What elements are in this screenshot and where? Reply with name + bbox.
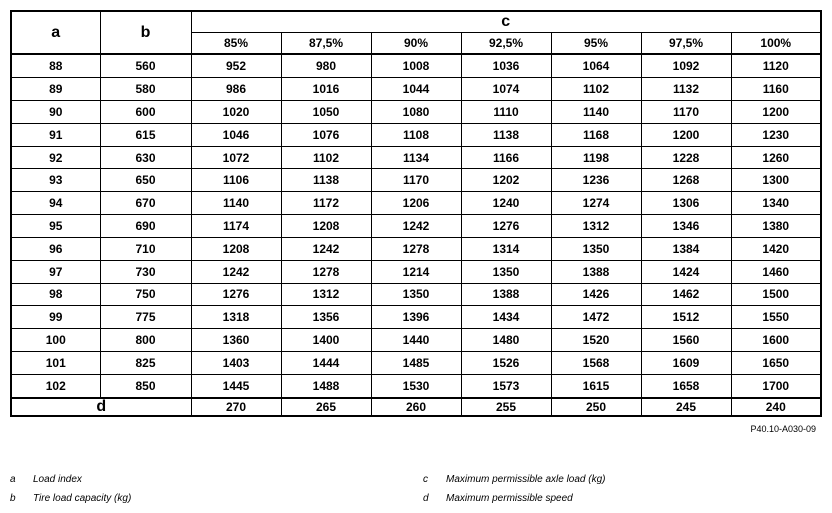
max-speed-cell: 260	[371, 398, 461, 416]
axle-load-cell: 1312	[551, 215, 641, 238]
axle-load-cell: 1064	[551, 54, 641, 78]
axle-load-cell: 1120	[731, 54, 821, 78]
axle-load-cell: 1488	[281, 374, 371, 398]
load-index-cell: 91	[11, 123, 100, 146]
legend-item-a	[10, 474, 390, 488]
axle-load-cell: 1170	[371, 169, 461, 192]
header-a: a	[11, 11, 100, 54]
axle-load-cell: 1530	[371, 374, 461, 398]
percent-header: 87,5%	[281, 33, 371, 55]
axle-load-cell: 1400	[281, 329, 371, 352]
axle-load-cell: 1403	[191, 351, 281, 374]
max-speed-cell: 270	[191, 398, 281, 416]
axle-load-cell: 952	[191, 54, 281, 78]
table-row	[11, 54, 821, 78]
table-row	[11, 123, 821, 146]
axle-load-cell: 1312	[281, 283, 371, 306]
axle-load-cell: 1278	[281, 260, 371, 283]
tire-capacity-cell: 690	[100, 215, 191, 238]
load-index-cell: 94	[11, 192, 100, 215]
legend-key: a	[10, 474, 16, 485]
axle-load-cell: 1242	[371, 215, 461, 238]
axle-load-cell: 1346	[641, 215, 731, 238]
axle-load-cell: 1260	[731, 146, 821, 169]
axle-load-cell: 1278	[371, 237, 461, 260]
axle-load-cell: 1242	[191, 260, 281, 283]
axle-load-cell: 1008	[371, 54, 461, 78]
table-row	[11, 237, 821, 260]
axle-load-cell: 1609	[641, 351, 731, 374]
load-index-cell: 101	[11, 351, 100, 374]
axle-load-cell: 986	[191, 78, 281, 101]
axle-load-cell: 1050	[281, 101, 371, 124]
axle-load-cell: 1240	[461, 192, 551, 215]
axle-load-cell: 1306	[641, 192, 731, 215]
axle-load-cell: 1700	[731, 374, 821, 398]
axle-load-cell: 1440	[371, 329, 461, 352]
axle-load-cell: 1526	[461, 351, 551, 374]
load-index-cell: 95	[11, 215, 100, 238]
tire-capacity-cell: 775	[100, 306, 191, 329]
axle-load-cell: 1360	[191, 329, 281, 352]
legend-text: Load index	[33, 474, 82, 485]
tire-capacity-cell: 670	[100, 192, 191, 215]
axle-load-cell: 1480	[461, 329, 551, 352]
legend-key: b	[10, 493, 16, 504]
axle-load-cell: 1236	[551, 169, 641, 192]
axle-load-cell: 1106	[191, 169, 281, 192]
tire-capacity-cell: 850	[100, 374, 191, 398]
load-index-cell: 90	[11, 101, 100, 124]
axle-load-cell: 1658	[641, 374, 731, 398]
axle-load-cell: 1166	[461, 146, 551, 169]
axle-load-cell: 1512	[641, 306, 731, 329]
table-row	[11, 192, 821, 215]
header-c: c	[191, 11, 821, 33]
tire-capacity-cell: 600	[100, 101, 191, 124]
axle-load-cell: 1300	[731, 169, 821, 192]
figure-reference: P40.10-A030-09	[750, 424, 816, 434]
axle-load-cell: 1170	[641, 101, 731, 124]
axle-load-cell: 1092	[641, 54, 731, 78]
legend-item-b	[10, 493, 390, 507]
legend-text: Maximum permissible axle load (kg)	[446, 474, 606, 485]
table-row	[11, 146, 821, 169]
table-row	[11, 101, 821, 124]
axle-load-cell: 1445	[191, 374, 281, 398]
axle-load-cell: 1550	[731, 306, 821, 329]
max-speed-cell: 245	[641, 398, 731, 416]
axle-load-cell: 1434	[461, 306, 551, 329]
axle-load-cell: 1132	[641, 78, 731, 101]
axle-load-cell: 1036	[461, 54, 551, 78]
load-index-cell: 100	[11, 329, 100, 352]
table-row	[11, 351, 821, 374]
tire-capacity-cell: 650	[100, 169, 191, 192]
axle-load-cell: 1350	[461, 260, 551, 283]
axle-load-cell: 1573	[461, 374, 551, 398]
axle-load-cell: 1650	[731, 351, 821, 374]
axle-load-cell: 1568	[551, 351, 641, 374]
axle-load-cell: 1242	[281, 237, 371, 260]
tire-capacity-cell: 560	[100, 54, 191, 78]
axle-load-cell: 1485	[371, 351, 461, 374]
tire-capacity-cell: 825	[100, 351, 191, 374]
axle-load-cell: 1350	[371, 283, 461, 306]
axle-load-cell: 1208	[191, 237, 281, 260]
max-speed-cell: 255	[461, 398, 551, 416]
legend-key: c	[423, 474, 428, 485]
percent-header: 92,5%	[461, 33, 551, 55]
percent-header: 97,5%	[641, 33, 731, 55]
load-index-cell: 99	[11, 306, 100, 329]
axle-load-cell: 1168	[551, 123, 641, 146]
tire-capacity-cell: 800	[100, 329, 191, 352]
tire-capacity-cell: 580	[100, 78, 191, 101]
percent-header: 95%	[551, 33, 641, 55]
axle-load-cell: 1080	[371, 101, 461, 124]
table-body	[11, 54, 821, 398]
load-index-cell: 98	[11, 283, 100, 306]
table-row	[11, 283, 821, 306]
axle-load-cell: 1206	[371, 192, 461, 215]
legend-key: d	[423, 493, 429, 504]
tire-capacity-cell: 710	[100, 237, 191, 260]
load-index-cell: 89	[11, 78, 100, 101]
tire-capacity-cell: 615	[100, 123, 191, 146]
load-index-cell: 102	[11, 374, 100, 398]
axle-load-cell: 1388	[461, 283, 551, 306]
axle-load-cell: 1384	[641, 237, 731, 260]
axle-load-cell: 1380	[731, 215, 821, 238]
axle-load-cell: 1274	[551, 192, 641, 215]
axle-load-cell: 1108	[371, 123, 461, 146]
axle-load-cell: 1268	[641, 169, 731, 192]
table-row	[11, 374, 821, 398]
axle-load-cell: 1214	[371, 260, 461, 283]
axle-load-cell: 1072	[191, 146, 281, 169]
axle-load-cell: 1140	[191, 192, 281, 215]
axle-load-cell: 1134	[371, 146, 461, 169]
table-row	[11, 306, 821, 329]
axle-load-cell: 1444	[281, 351, 371, 374]
axle-load-cell: 1044	[371, 78, 461, 101]
axle-load-cell: 1276	[191, 283, 281, 306]
max-speed-cell: 265	[281, 398, 371, 416]
table-row	[11, 329, 821, 352]
table-row	[11, 169, 821, 192]
axle-load-cell: 1160	[731, 78, 821, 101]
axle-load-cell: 1276	[461, 215, 551, 238]
load-index-cell: 92	[11, 146, 100, 169]
axle-load-cell: 1102	[281, 146, 371, 169]
legend-text: Tire load capacity (kg)	[33, 493, 132, 504]
legend-item-d	[423, 493, 803, 507]
table-row	[11, 215, 821, 238]
axle-load-cell: 1500	[731, 283, 821, 306]
axle-load-cell: 980	[281, 54, 371, 78]
axle-load-cell: 1388	[551, 260, 641, 283]
axle-load-cell: 1424	[641, 260, 731, 283]
footer-row	[11, 398, 821, 416]
axle-load-cell: 1074	[461, 78, 551, 101]
axle-load-cell: 1426	[551, 283, 641, 306]
axle-load-cell: 1472	[551, 306, 641, 329]
axle-load-cell: 1046	[191, 123, 281, 146]
axle-load-cell: 1615	[551, 374, 641, 398]
percent-header: 90%	[371, 33, 461, 55]
axle-load-cell: 1138	[461, 123, 551, 146]
axle-load-cell: 1228	[641, 146, 731, 169]
axle-load-cell: 1396	[371, 306, 461, 329]
percent-header: 100%	[731, 33, 821, 55]
axle-load-cell: 1560	[641, 329, 731, 352]
axle-load-cell: 1460	[731, 260, 821, 283]
max-speed-cell: 240	[731, 398, 821, 416]
axle-load-cell: 1420	[731, 237, 821, 260]
axle-load-cell: 1202	[461, 169, 551, 192]
axle-load-cell: 1340	[731, 192, 821, 215]
axle-load-cell: 1520	[551, 329, 641, 352]
axle-load-cell: 1016	[281, 78, 371, 101]
load-index-cell: 93	[11, 169, 100, 192]
axle-load-cell: 1230	[731, 123, 821, 146]
legend-text: Maximum permissible speed	[446, 493, 573, 504]
axle-load-cell: 1200	[641, 123, 731, 146]
legend-item-c	[423, 474, 803, 488]
table-row	[11, 78, 821, 101]
axle-load-cell: 1174	[191, 215, 281, 238]
axle-load-cell: 1200	[731, 101, 821, 124]
load-speed-table	[10, 10, 822, 417]
axle-load-cell: 1314	[461, 237, 551, 260]
axle-load-cell: 1318	[191, 306, 281, 329]
tire-capacity-cell: 630	[100, 146, 191, 169]
max-speed-cell: 250	[551, 398, 641, 416]
axle-load-cell: 1172	[281, 192, 371, 215]
load-index-cell: 97	[11, 260, 100, 283]
axle-load-cell: 1102	[551, 78, 641, 101]
axle-load-cell: 1600	[731, 329, 821, 352]
table-row	[11, 260, 821, 283]
axle-load-cell: 1138	[281, 169, 371, 192]
load-index-cell: 96	[11, 237, 100, 260]
axle-load-cell: 1356	[281, 306, 371, 329]
axle-load-cell: 1208	[281, 215, 371, 238]
axle-load-cell: 1140	[551, 101, 641, 124]
footer-label-d: d	[11, 398, 191, 416]
axle-load-cell: 1110	[461, 101, 551, 124]
tire-capacity-cell: 730	[100, 260, 191, 283]
axle-load-cell: 1020	[191, 101, 281, 124]
tire-capacity-cell: 750	[100, 283, 191, 306]
axle-load-cell: 1462	[641, 283, 731, 306]
header-b: b	[100, 11, 191, 54]
axle-load-cell: 1076	[281, 123, 371, 146]
axle-load-cell: 1198	[551, 146, 641, 169]
percent-header: 85%	[191, 33, 281, 55]
load-index-cell: 88	[11, 54, 100, 78]
axle-load-cell: 1350	[551, 237, 641, 260]
